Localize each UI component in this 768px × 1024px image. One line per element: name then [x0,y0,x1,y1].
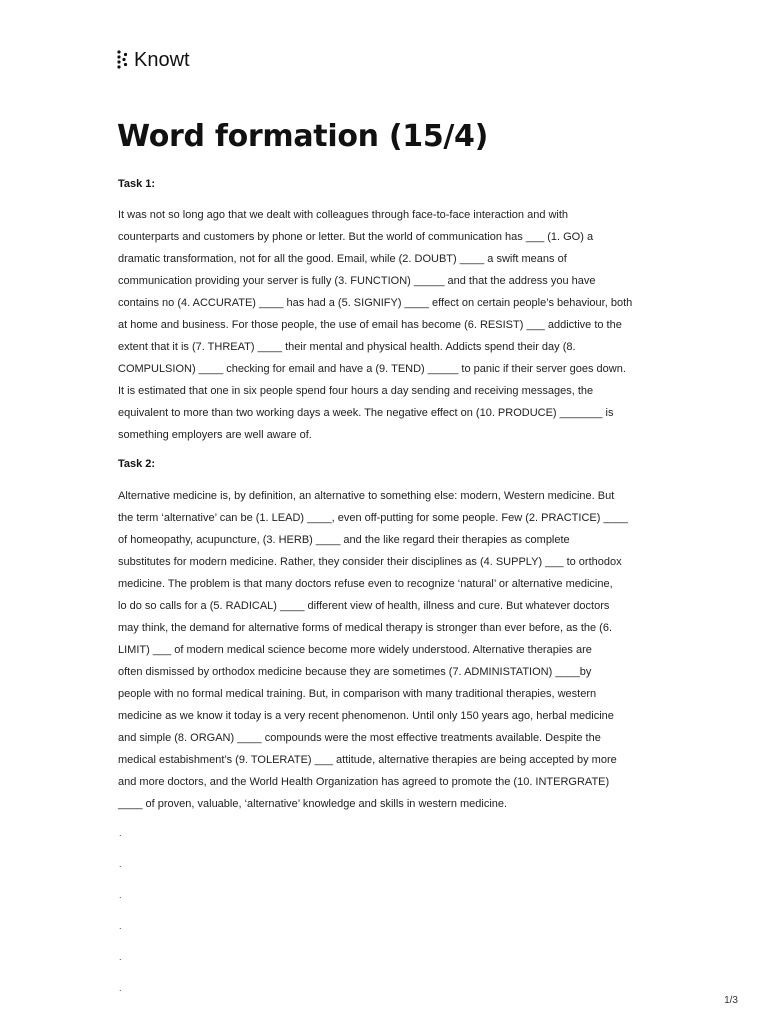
task2-line: LIMIT) ___ of modern medical science become more widely understood. Alternative therapies are [118,644,592,656]
task1-line: communication providing your server is fully (3. FUNCTION) _____ and that the address you have [118,275,596,287]
empty-answer-list [119,826,122,1012]
task2-line: of homeopathy, acupuncture, (3. HERB) ____ and the like regard their therapies as complete [118,534,570,546]
empty-list-item: . [119,859,122,869]
empty-list-item: . [119,828,122,838]
task1-line: extent that it is (7. THREAT) ____ their mental and physical health. Addicts spend their day (8. [118,341,576,353]
task1-heading: Task 1: [118,178,156,190]
empty-list-item: . [119,952,122,962]
task1-line: It is estimated that one in six people spend four hours a day sending and receiving messages, the [118,385,594,397]
task2-line: medicine. The problem is that many doctors refuse even to recognize ‘natural’ or alternative medicine, [118,578,613,590]
task2-body [118,485,658,815]
brand-name: Knowt [134,49,190,71]
task1-line: at home and business. For those people, the use of email has become (6. RESIST) ___ addictive to the [118,319,622,331]
task2-line: and simple (8. ORGAN) ____ compounds were the most effective treatments available. Despite the [118,732,601,744]
task2-line: medical estabishment’s (9. TOLERATE) ___ attitude, alternative therapies are being accepted by more [118,754,617,766]
empty-list-item: . [119,921,122,931]
empty-list-item: . [119,983,122,993]
task1-line: contains no (4. ACCURATE) ____ has had a (5. SIGNIFY) ____ effect on certain people’s behaviour, both [118,297,633,309]
task1-line: counterparts and customers by phone or letter. But the world of communication has ___ (1. GO) a [118,231,594,243]
task2-section-heading [118,456,658,472]
task2-line: substitutes for modern medicine. Rather, they consider their disciplines as (4. SUPPLY) ___ to orthodox [118,556,622,568]
task2-line: people with no formal medical training. But, in comparison with many traditional therapies, western [118,688,597,700]
task2-line: medicine as we know it today is a very recent phenomenon. Until only 150 years ago, herbal medicine [118,710,614,722]
task1-line: COMPULSION) ____ checking for email and have a (9. TEND) _____ to panic if their server goes down. [118,363,626,375]
task1-body [118,204,658,446]
task2-line: lo do so calls for a (5. RADICAL) ____ different view of health, illness and cure. But whatever doctors [118,600,610,612]
task1-paragraph [118,204,658,446]
task1-line: It was not so long ago that we dealt with colleagues through face-to-face interaction and with [118,209,569,221]
task2-line: and more doctors, and the World Health Organization has agreed to promote the (10. INTERGRATE) [118,776,610,788]
task1-line: dramatic transformation, not for all the good. Email, while (2. DOUBT) ____ a swift means of [118,253,567,265]
page-number: 1/3 [724,995,738,1006]
brand-logo[interactable] [116,47,190,73]
task2-line: Alternative medicine is, by definition, an alternative to something else: modern, Western medicine. But [118,490,615,502]
knowt-dots-logo-icon [116,49,128,71]
task1-line: something employers are well aware of. [118,429,312,441]
task2-line: may think, the demand for alternative forms of medical therapy is stronger than ever before, as the (6. [118,622,613,634]
task2-line: the term ‘alternative’ can be (1. LEAD) ____, even off-putting for some people. Few (2. PRACTICE) ____ [118,512,628,524]
empty-list-item: . [119,890,122,900]
task2-paragraph [118,485,658,815]
page-title: Word formation (15/4) [117,119,489,154]
task1-section-heading [118,176,658,192]
task1-line: equivalent to more than two working days a week. The negative effect on (10. PRODUCE) _______ is [118,407,614,419]
task2-heading: Task 2: [118,458,156,470]
task2-line: often dismissed by orthodox medicine because they are sometimes (7. ADMINISTATION) ____by [118,666,592,678]
task2-line: ____ of proven, valuable, ‘alternative’ knowledge and skills in western medicine. [118,798,508,810]
